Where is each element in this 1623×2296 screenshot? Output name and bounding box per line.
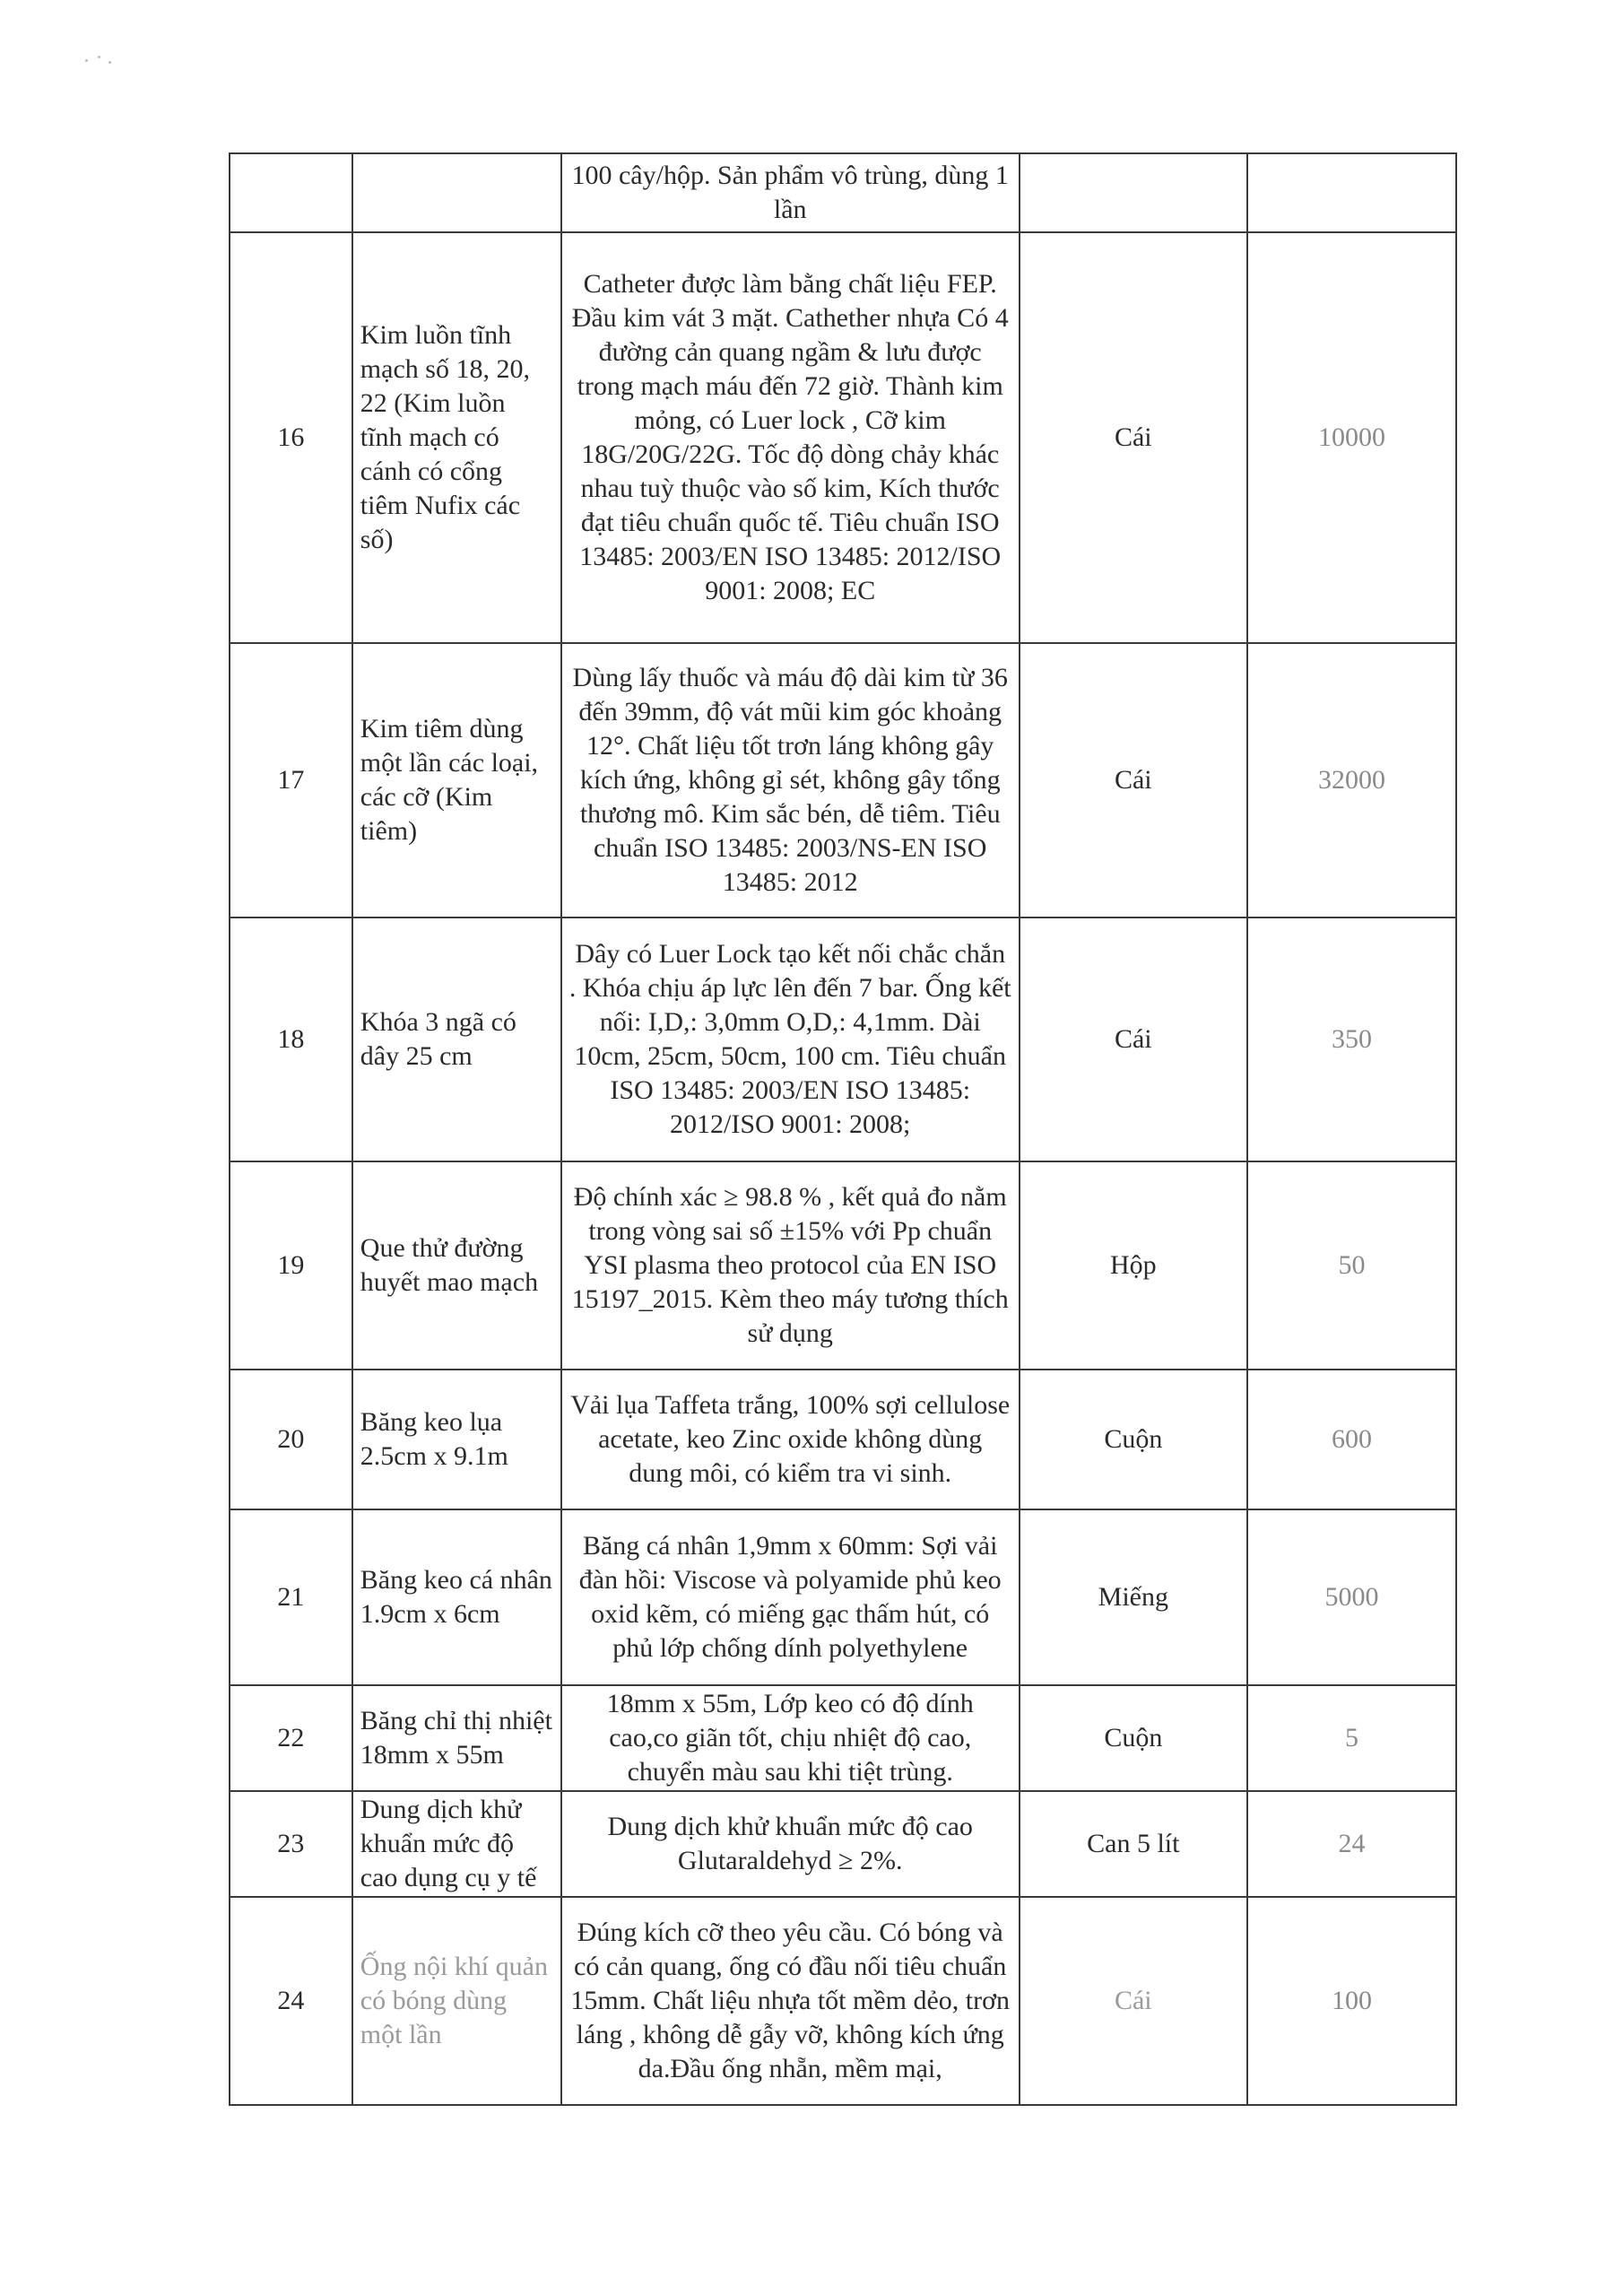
table-row <box>230 1791 1456 1897</box>
item-description: Catheter được làm bằng chất liệu FEP. Đầu kim vát 3 mặt. Cathether nhựa Có 4 đường cản quang ngầm & lưu được trong mạch máu đến 72 giờ. Thành kim mỏng, có Luer lock , Cỡ kim 18G/20G/22G. Tốc độ dòng chảy khác nhau tuỳ thuộc vào số kim, Kích thước đạt tiêu chuẩn quốc tế. Tiêu chuẩn ISO 13485: 2003/EN ISO 13485: 2012/ISO 9001: 2008; EC <box>561 232 1020 643</box>
scan-specks <box>85 56 121 66</box>
item-description: Băng cá nhân 1,9mm x 60mm: Sợi vải đàn hồi: Viscose và polyamide phủ keo oxid kẽm, có miếng gạc thấm hút, có phủ lớp chống dính polyethylene <box>561 1509 1020 1685</box>
item-quantity: 5 <box>1247 1685 1456 1791</box>
item-name: Kim luồn tĩnh mạch số 18, 20, 22 (Kim luồn tĩnh mạch có cánh có cổng tiêm Nufix các số) <box>352 232 561 643</box>
item-unit: Cái <box>1020 918 1247 1161</box>
item-quantity: 32000 <box>1247 643 1456 918</box>
item-name: Kim tiêm dùng một lần các loại, các cỡ (Kim tiêm) <box>352 643 561 918</box>
item-unit: Miếng <box>1020 1509 1247 1685</box>
item-description: 100 cây/hộp. Sản phẩm vô trùng, dùng 1 lần <box>561 153 1020 232</box>
row-number: 22 <box>230 1685 352 1791</box>
item-description: Dùng lấy thuốc và máu độ dài kim từ 36 đến 39mm, độ vát mũi kim góc khoảng 12°. Chất liệu tốt trơn láng không gây kích ứng, không gỉ sét, không gây tổng thương mô. Kim sắc bén, dễ tiêm. Tiêu chuẩn ISO 13485: 2003/NS-EN ISO 13485: 2012 <box>561 643 1020 918</box>
row-number: 20 <box>230 1370 352 1509</box>
item-quantity: 600 <box>1247 1370 1456 1509</box>
table-row <box>230 643 1456 918</box>
item-name: Ống nội khí quản có bóng dùng một lần <box>352 1897 561 2105</box>
item-unit: Hộp <box>1020 1161 1247 1370</box>
table-row <box>230 1685 1456 1791</box>
row-number: 18 <box>230 918 352 1161</box>
item-unit: Cái <box>1020 232 1247 643</box>
item-name: Dung dịch khử khuẩn mức độ cao dụng cụ y tế <box>352 1791 561 1897</box>
item-quantity: 50 <box>1247 1161 1456 1370</box>
item-name: Băng chỉ thị nhiệt 18mm x 55m <box>352 1685 561 1791</box>
row-number: 17 <box>230 643 352 918</box>
row-number: 16 <box>230 232 352 643</box>
item-description: Dây có Luer Lock tạo kết nối chắc chắn . Khóa chịu áp lực lên đến 7 bar. Ống kết nối: I,D,: 3,0mm O,D,: 4,1mm. Dài 10cm, 25cm, 50cm, 100 cm. Tiêu chuẩn ISO 13485: 2003/EN ISO 13485: 2012/ISO 9001: 2008; <box>561 918 1020 1161</box>
row-number: 19 <box>230 1161 352 1370</box>
table-row <box>230 1370 1456 1509</box>
item-quantity: 10000 <box>1247 232 1456 643</box>
item-unit: Cái <box>1020 1897 1247 2105</box>
item-name: Băng keo cá nhân 1.9cm x 6cm <box>352 1509 561 1685</box>
row-number: 24 <box>230 1897 352 2105</box>
table-row <box>230 232 1456 643</box>
item-name <box>352 153 561 232</box>
item-description: Độ chính xác ≥ 98.8 % , kết quả đo nằm trong vòng sai số ±15% với Pp chuẩn YSI plasma theo protocol của EN ISO 15197_2015. Kèm theo máy tương thích sử dụng <box>561 1161 1020 1370</box>
item-quantity: 5000 <box>1247 1509 1456 1685</box>
item-name: Khóa 3 ngã có dây 25 cm <box>352 918 561 1161</box>
item-quantity <box>1247 153 1456 232</box>
item-name: Băng keo lụa 2.5cm x 9.1m <box>352 1370 561 1509</box>
item-unit: Cuộn <box>1020 1685 1247 1791</box>
table-row <box>230 918 1456 1161</box>
item-description: 18mm x 55m, Lớp keo có độ dính cao,co giãn tốt, chịu nhiệt độ cao, chuyển màu sau khi tiệt trùng. <box>561 1685 1020 1791</box>
table-row <box>230 1161 1456 1370</box>
item-quantity: 100 <box>1247 1897 1456 2105</box>
item-name: Que thử đường huyết mao mạch <box>352 1161 561 1370</box>
item-unit: Cuộn <box>1020 1370 1247 1509</box>
item-description: Đúng kích cỡ theo yêu cầu. Có bóng và có cản quang, ống có đầu nối tiêu chuẩn 15mm. Chất liệu nhựa tốt mềm dẻo, trơn láng , không dễ gẫy vỡ, không kích ứng da.Đầu ống nhẵn, mềm mại, <box>561 1897 1020 2105</box>
row-number: 23 <box>230 1791 352 1897</box>
item-unit: Can 5 lít <box>1020 1791 1247 1897</box>
item-description: Dung dịch khử khuẩn mức độ cao Glutaraldehyd ≥ 2%. <box>561 1791 1020 1897</box>
item-description: Vải lụa Taffeta trắng, 100% sợi cellulose acetate, keo Zinc oxide không dùng dung môi, có kiểm tra vi sinh. <box>561 1370 1020 1509</box>
item-quantity: 24 <box>1247 1791 1456 1897</box>
table-row <box>230 153 1456 232</box>
row-number: 21 <box>230 1509 352 1685</box>
item-unit <box>1020 153 1247 232</box>
item-quantity: 350 <box>1247 918 1456 1161</box>
table-row <box>230 1509 1456 1685</box>
row-number <box>230 153 352 232</box>
supply-table <box>229 152 1457 2106</box>
item-unit: Cái <box>1020 643 1247 918</box>
table-row <box>230 1897 1456 2105</box>
